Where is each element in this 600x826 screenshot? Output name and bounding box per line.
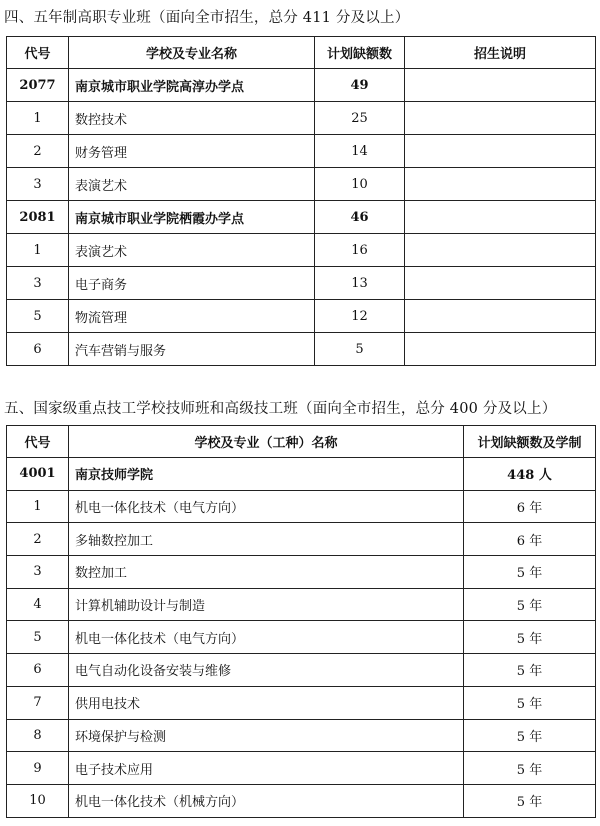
header-quota: 计划缺额数及学制 xyxy=(464,426,596,458)
table-row xyxy=(7,654,596,687)
section5-table xyxy=(6,425,596,818)
cell-name: 电子商务 xyxy=(69,267,315,300)
section4-table xyxy=(6,36,596,366)
table-row xyxy=(7,300,596,333)
cell-quota: 5 年 xyxy=(464,752,596,785)
cell-quota: 6 年 xyxy=(464,523,596,556)
cell-name: 环境保护与检测 xyxy=(69,719,464,752)
table-header-row xyxy=(7,426,596,458)
cell-name: 机电一体化技术（电气方向） xyxy=(69,621,464,654)
cell-code: 2077 xyxy=(7,69,69,102)
cell-code: 1 xyxy=(7,490,69,523)
cell-code: 4001 xyxy=(7,458,69,491)
header-code: 代号 xyxy=(7,37,69,69)
cell-code: 3 xyxy=(7,556,69,589)
cell-name: 南京城市职业学院高淳办学点 xyxy=(69,69,315,102)
cell-note xyxy=(405,69,596,102)
cell-note xyxy=(405,135,596,168)
cell-quota: 10 xyxy=(315,168,405,201)
cell-note xyxy=(405,333,596,366)
school-row xyxy=(7,69,596,102)
cell-quota: 5 年 xyxy=(464,686,596,719)
cell-code: 5 xyxy=(7,621,69,654)
table-row xyxy=(7,168,596,201)
table-row xyxy=(7,333,596,366)
cell-name: 数控技术 xyxy=(69,102,315,135)
cell-quota: 46 xyxy=(315,201,405,234)
header-quota: 计划缺额数 xyxy=(315,37,405,69)
cell-code: 8 xyxy=(7,719,69,752)
header-code: 代号 xyxy=(7,426,69,458)
cell-quota: 5 年 xyxy=(464,556,596,589)
cell-code: 1 xyxy=(7,234,69,267)
cell-note xyxy=(405,234,596,267)
cell-name: 南京技师学院 xyxy=(69,458,464,491)
table-row xyxy=(7,588,596,621)
header-note: 招生说明 xyxy=(405,37,596,69)
cell-name: 机电一体化技术（电气方向） xyxy=(69,490,464,523)
cell-quota: 5 年 xyxy=(464,588,596,621)
cell-quota: 14 xyxy=(315,135,405,168)
cell-quota: 5 xyxy=(315,333,405,366)
cell-quota: 448 人 xyxy=(464,458,596,491)
cell-name: 物流管理 xyxy=(69,300,315,333)
cell-name: 数控加工 xyxy=(69,556,464,589)
cell-quota: 16 xyxy=(315,234,405,267)
cell-code: 3 xyxy=(7,168,69,201)
cell-note xyxy=(405,267,596,300)
cell-code: 5 xyxy=(7,300,69,333)
table-row xyxy=(7,719,596,752)
table-row xyxy=(7,556,596,589)
cell-name: 表演艺术 xyxy=(69,234,315,267)
cell-name: 表演艺术 xyxy=(69,168,315,201)
table-row xyxy=(7,490,596,523)
table-row xyxy=(7,686,596,719)
table-row xyxy=(7,267,596,300)
cell-quota: 49 xyxy=(315,69,405,102)
cell-name: 财务管理 xyxy=(69,135,315,168)
table-row xyxy=(7,784,596,817)
cell-quota: 5 年 xyxy=(464,621,596,654)
cell-code: 10 xyxy=(7,784,69,817)
cell-note xyxy=(405,168,596,201)
table-row xyxy=(7,102,596,135)
cell-code: 6 xyxy=(7,333,69,366)
school-row xyxy=(7,201,596,234)
cell-name: 南京城市职业学院栖霞办学点 xyxy=(69,201,315,234)
cell-note xyxy=(405,300,596,333)
cell-code: 9 xyxy=(7,752,69,785)
table-header-row xyxy=(7,37,596,69)
cell-quota: 5 年 xyxy=(464,784,596,817)
cell-code: 3 xyxy=(7,267,69,300)
table-row xyxy=(7,621,596,654)
section5-title: 五、国家级重点技工学校技师班和高级技工班（面向全市招生，总分 400 分及以上） xyxy=(4,401,557,417)
cell-name: 计算机辅助设计与制造 xyxy=(69,588,464,621)
header-name: 学校及专业名称 xyxy=(69,37,315,69)
section4-title: 四、五年制高职专业班（面向全市招生，总分 411 分及以上） xyxy=(4,10,410,26)
cell-code: 2 xyxy=(7,523,69,556)
cell-quota: 12 xyxy=(315,300,405,333)
cell-quota: 13 xyxy=(315,267,405,300)
cell-note xyxy=(405,201,596,234)
cell-name: 汽车营销与服务 xyxy=(69,333,315,366)
cell-quota: 6 年 xyxy=(464,490,596,523)
cell-code: 2081 xyxy=(7,201,69,234)
header-name: 学校及专业（工种）名称 xyxy=(69,426,464,458)
cell-name: 机电一体化技术（机械方向） xyxy=(69,784,464,817)
table-row xyxy=(7,234,596,267)
table-row xyxy=(7,752,596,785)
cell-name: 电气自动化设备安装与维修 xyxy=(69,654,464,687)
cell-quota: 25 xyxy=(315,102,405,135)
cell-code: 7 xyxy=(7,686,69,719)
cell-name: 电子技术应用 xyxy=(69,752,464,785)
table-row xyxy=(7,135,596,168)
cell-note xyxy=(405,102,596,135)
school-row xyxy=(7,458,596,491)
cell-quota: 5 年 xyxy=(464,719,596,752)
cell-name: 多轴数控加工 xyxy=(69,523,464,556)
cell-code: 1 xyxy=(7,102,69,135)
cell-code: 2 xyxy=(7,135,69,168)
cell-quota: 5 年 xyxy=(464,654,596,687)
cell-name: 供用电技术 xyxy=(69,686,464,719)
table-row xyxy=(7,523,596,556)
cell-code: 4 xyxy=(7,588,69,621)
cell-code: 6 xyxy=(7,654,69,687)
